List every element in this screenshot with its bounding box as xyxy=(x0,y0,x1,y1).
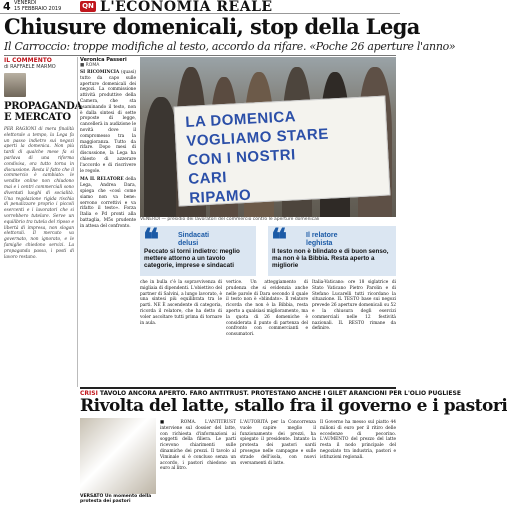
quote-text: Il testo non è blindato e di buon senso, ma non è la Bibbia. Resta aperto a migliorie xyxy=(272,248,389,269)
column-divider xyxy=(77,57,78,387)
banner-line: VOGLIAMO STARE xyxy=(185,125,330,150)
issue-date xyxy=(14,0,61,12)
author-photo xyxy=(4,73,26,97)
byline-place: ■ ROMA xyxy=(80,63,100,68)
bottom-article-column: Il Governo ha messo sul piatto 44 milioni di euro per il ritiro delle eccedenze di pecorino. L'AUMENTO del prezzo del latte resta il nodo principale del negoziato tra industria, pastori e istituzioni regionali. xyxy=(320,420,396,460)
quote-label-line: Sindacati xyxy=(178,232,210,239)
section-title: L'ECONOMIA REALE xyxy=(100,0,273,15)
article-column: vertice. Un atteggiamento di prudenza che si evidenzia anche nelle parole di Dara secondo il quale il testo non è «blindato». Il relatore ricorda che non è la Bibbia, resta aperto a qualsiasi miglioramento, ma la quota di 26 domeniche è considerata il punto di partenza del confronto con commercianti e consumatori. xyxy=(226,280,308,338)
bottom-article-column: L'AUTORITÀ per la Concorrenza vuole capire meglio il funzionamento dei prezzi, ha spiegato il presidente. Intanto la protesta dei pastori sardi prosegue nelle campagne e sulle strade dell'isola, con nuovi sversamenti di latte. xyxy=(240,420,316,466)
article-column: che in bulla c'è la sopravvivenza di migliaia di dipendenti. L'obiettivo del partner di Salvini, a lungo lavorato, è una sintesi più equilibrata tra le parti. NE È ascendente di categoria, ricorda il relatore, che ha detto di voler ascoltare tutti prima di tornare in aula. xyxy=(140,280,222,326)
relatore-lead: MA IL RELATORE xyxy=(80,177,124,183)
divider xyxy=(80,387,396,389)
protester-figure xyxy=(144,97,178,217)
banner-line: CARI xyxy=(187,168,228,188)
quote-label xyxy=(306,232,338,248)
kicker-text: TAVOLO ANCORA APERTO. FARO ANTITRUST. PROTESTANO ANCHE I GILET ARANCIONI PER L'OLIO PUGLIESE xyxy=(99,390,461,397)
bottom-photo-caption: VERSATO Un momento della protesta dei pastori xyxy=(80,494,152,504)
quote-mark-icon: ❝ xyxy=(143,223,160,258)
article-column: Italia-Vaticano: ore 18 siglatrice di Stato Vaticano Pietro Parolin e di Stefano Lucarelli tutti ricordano la situazione. IL TESTO base sui negozi prevede 26 aperture domenicali su 52 e la chiusura degli esercizi commerciali nelle 12 festività nazionali. IL RESTO rimane da definire. xyxy=(312,280,396,332)
relatore-text: della Lega, Andrea Dara, spiega che «così come siamo non va bene: servono correttivi e va rifatto il testo». Forza Italia e Pd pronti alla battaglia, M5s prudente in attesa del confronto. xyxy=(80,177,136,229)
article-intro xyxy=(80,70,136,174)
protest-photo xyxy=(140,57,396,217)
issue-date-text: 15 FEBBRAIO 2019 xyxy=(14,6,62,12)
quote-label xyxy=(178,232,209,248)
issue-weekday: VENERDÌ xyxy=(14,0,37,6)
quote-mark-icon: ❝ xyxy=(271,223,288,258)
quote-text: Peccato si torni indietro: meglio mettere attorno a un tavolo categorie, imprese e sindacati xyxy=(144,248,240,269)
intro-text: (quasi) tutto da capo sulle aperture domenicali dei negozi. La commissione attività produttive della Camera, che sta esaminando il testo, non è dalla sintesi di sette proposte di legge, cancellerà in audizione le novità dove il compromesso tra la maggioranza. Tutto da rifare. Dopo mesi di discussione, la Lega ha chiesto di azzerare l'accordo e di riscrivere le regole. xyxy=(80,70,136,174)
main-subheadline: Il Carroccio: troppe modifiche al testo, accordo da rifare. «Poche 26 aperture l'anno» xyxy=(4,40,456,53)
protest-banner xyxy=(174,96,391,207)
article-intro-column xyxy=(80,57,136,307)
banner-line: LA DOMENICA xyxy=(184,108,297,132)
bottom-article-column: ■ ROMA. L'ANTITRUST interviene sul dossier del latte, con richiesta d'informazioni ai soggetti della filiera. Le parti ricevono chiarimenti sulle dinamiche dei prezzi. Il tavolo al Viminale si è concluso senza un accordo, i pastori chiedono un euro al litro. xyxy=(160,420,236,472)
byline-author: Veronica Passeri xyxy=(80,57,127,63)
kicker-tag: CRISI xyxy=(80,390,98,397)
quote-label-line: delusi xyxy=(178,240,199,247)
quote-label-line: Il relatore xyxy=(306,232,338,239)
milk-protest-photo xyxy=(80,418,156,494)
banner-line: CON I NOSTRI xyxy=(186,146,297,169)
page-header-bar xyxy=(0,0,400,14)
commentary-title: PROPAGANDA E MERCATO xyxy=(4,101,82,123)
article-relatore xyxy=(80,177,136,229)
commentary-label: IL COMMENTO xyxy=(4,57,52,64)
divider xyxy=(4,55,396,56)
intro-lead: SI RICOMINCIA xyxy=(80,70,120,75)
commentary-author: di RAFFAELE MARMO xyxy=(4,64,56,70)
newspaper-logo: QN xyxy=(80,1,96,12)
bottom-headline: Rivolta del latte, stallo fra il governo e i pastori xyxy=(80,396,507,416)
commentary-column xyxy=(4,57,82,387)
banner-line: RIPAMO xyxy=(188,186,252,207)
quote-box-sindacati xyxy=(140,223,256,276)
photo-caption: VENERDÌ — presidio dei lavoratori del commercio contro le aperture domenicali xyxy=(140,217,320,222)
page-number: 4 xyxy=(3,0,11,13)
quote-label-line: leghista xyxy=(306,240,333,247)
quote-box-relatore xyxy=(268,223,396,276)
main-headline: Chiusure domenicali, stop della Lega xyxy=(4,14,420,39)
commentary-body: PER RAGIONI di mera finalità elettorale a tempo, la Lega fa un passo indietro sui negozi aperti la domenica. Non più tardi di qualche mese fa si parlava di una riforma condivisa, ora tutto torna in discussione. Resta il fatto che il commercio è cambiato: le vendite online non chiudono mai e i centri commerciali sono diventati luoghi di socialità. Una regolazione rigida rischia di penalizzare proprio i piccoli esercenti e i lavoratori che si vorrebbero tutelare. Serve un equilibrio tra tutela del riposo e libertà di impresa, non slogan elettorali. Il mercato va governato, non ignorato, e le famiglie chiedono servizi. La propaganda passa, i posti di lavoro restano. xyxy=(4,127,74,260)
